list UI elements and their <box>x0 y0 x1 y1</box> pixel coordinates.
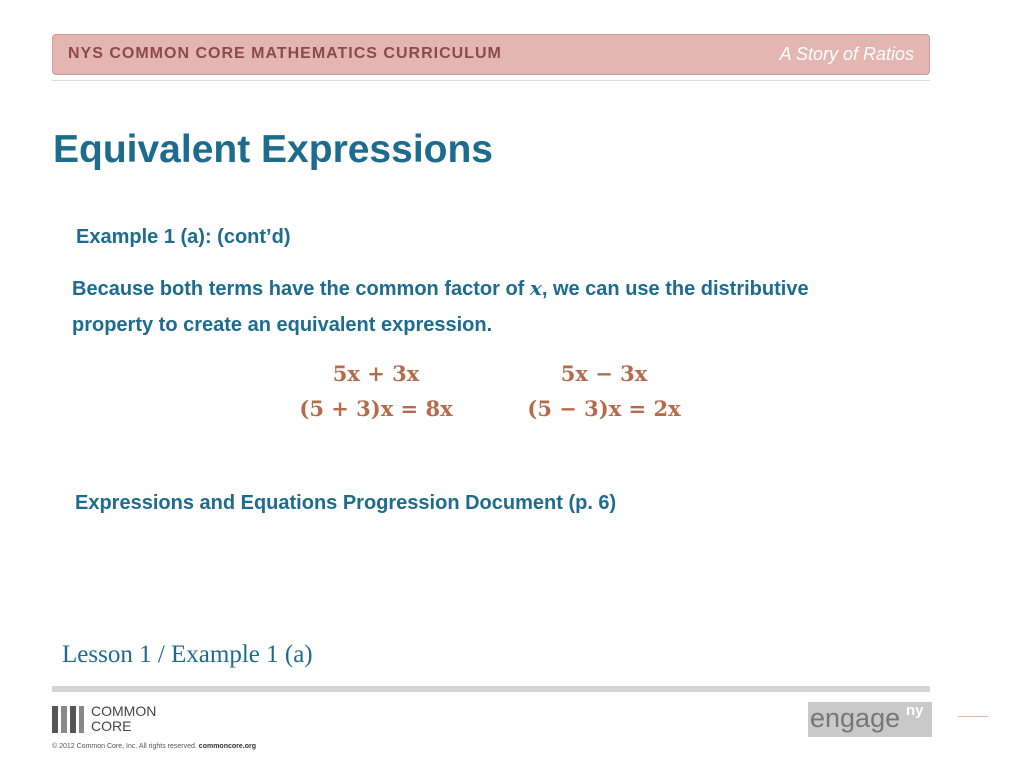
body-text-end: , we can use the distributive property to create an equivalent expression. <box>72 278 809 336</box>
header-divider <box>52 80 930 81</box>
decorative-dash <box>958 716 988 717</box>
story-title: A Story of Ratios <box>779 44 914 64</box>
body-paragraph <box>72 270 872 343</box>
engage-ny-logo <box>808 702 932 737</box>
math-sum-block <box>278 356 474 426</box>
copyright-link[interactable]: commoncore.org <box>198 743 256 750</box>
curriculum-title: NYS COMMON CORE MATHEMATICS CURRICULUM <box>68 45 502 62</box>
example-subheading: Example 1 (a): (cont’d) <box>76 226 291 248</box>
progression-reference: Expressions and Equations Progression Document (p. 6) <box>75 492 617 514</box>
math-sum-expression: 5x + 3x <box>332 361 420 386</box>
engage-wordmark: engage <box>810 703 901 733</box>
header-banner <box>52 34 930 75</box>
page-title: Equivalent Expressions <box>53 128 493 171</box>
common-core-line2: CORE <box>91 718 132 734</box>
copyright-notice <box>52 743 256 750</box>
math-difference-expression: 5x − 3x <box>560 361 648 386</box>
body-text-start: Because both terms have the common factor of <box>72 278 530 300</box>
copyright-text: © 2012 Common Core, Inc. All rights reserved. <box>52 743 197 750</box>
footer-divider <box>52 686 930 692</box>
variable-x: x <box>529 276 542 300</box>
math-difference-block <box>506 356 702 426</box>
common-core-bars-icon <box>52 706 84 733</box>
common-core-logo <box>52 704 192 734</box>
common-core-line1: COMMON <box>91 703 157 719</box>
engage-ny-superscript: ny <box>906 702 924 719</box>
math-sum-result: (5 + 3)x = 8x <box>299 396 453 421</box>
lesson-label: Lesson 1 / Example 1 (a) <box>62 641 313 668</box>
common-core-wordmark <box>91 704 156 734</box>
math-difference-result: (5 − 3)x = 2x <box>527 396 681 421</box>
